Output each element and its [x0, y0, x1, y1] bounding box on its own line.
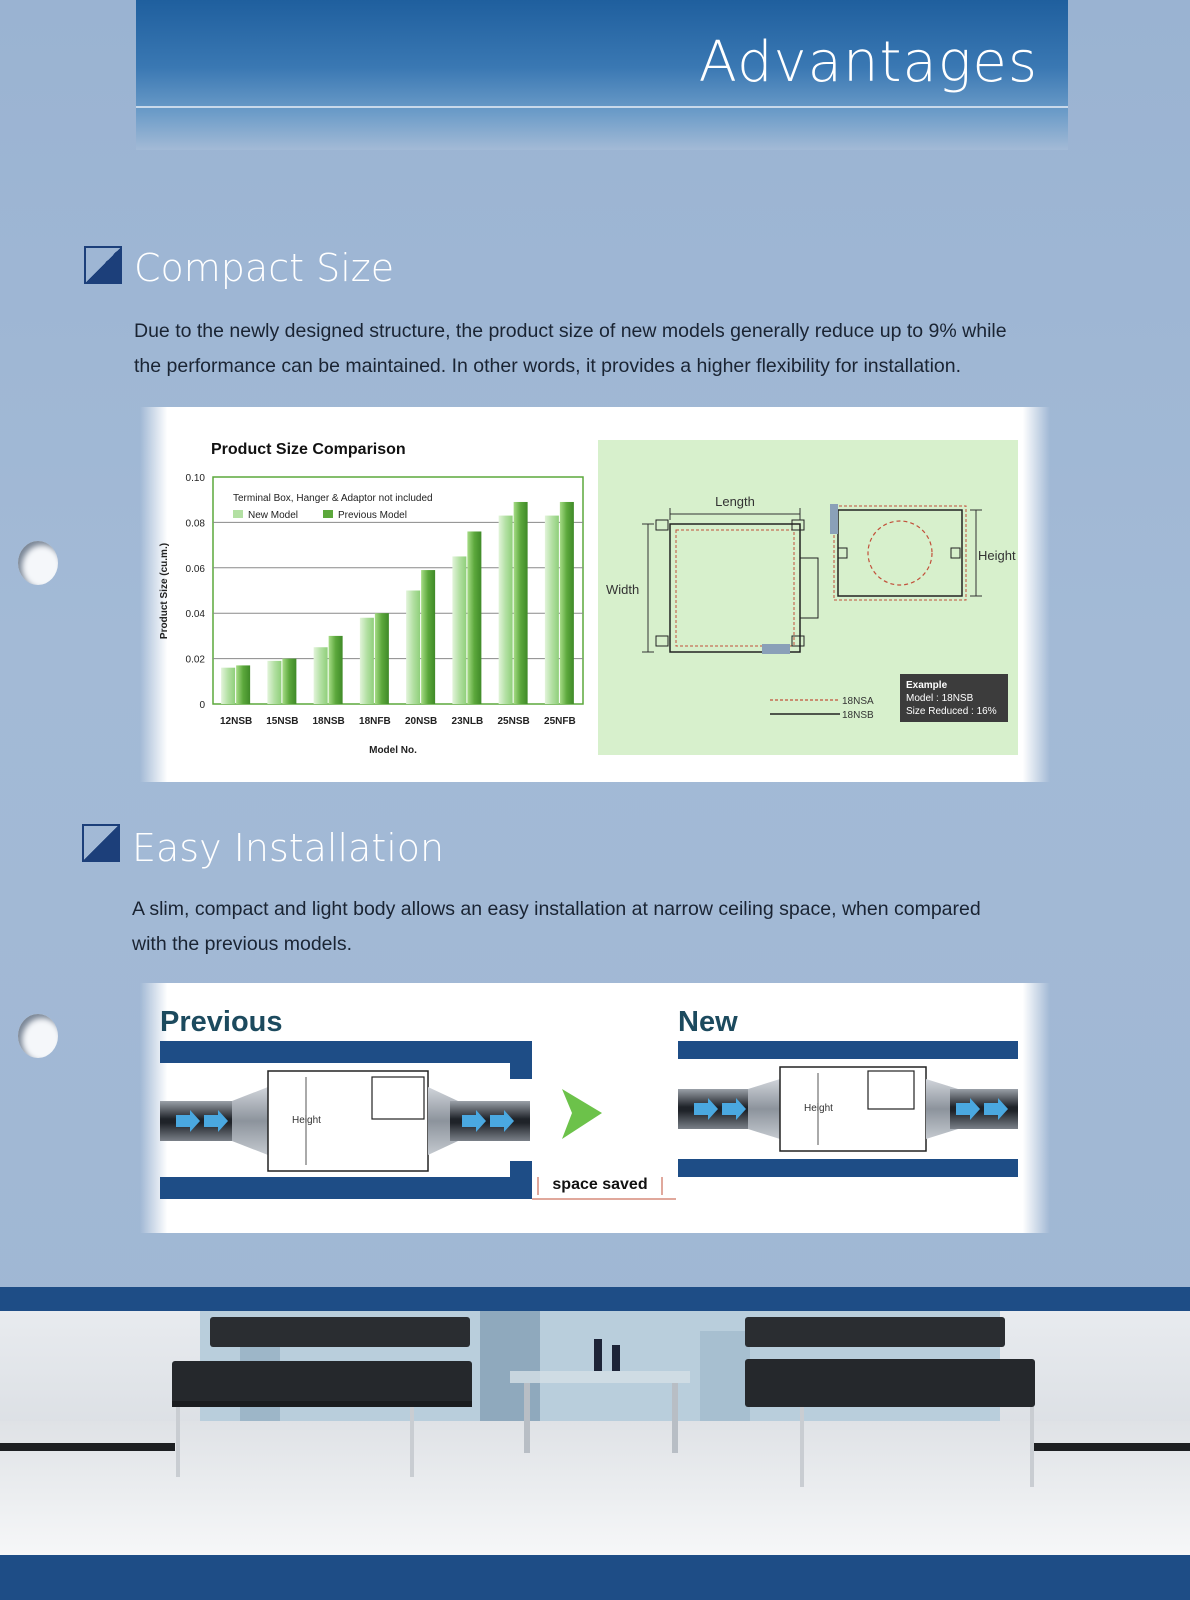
width-label: Width — [606, 582, 640, 597]
product-size-chart — [145, 432, 585, 792]
previous-label: Previous — [160, 1006, 283, 1038]
vase — [594, 1339, 602, 1371]
green-arrow-icon — [562, 1089, 602, 1139]
terminal-box — [762, 644, 790, 654]
legend-swatch-new — [233, 510, 243, 518]
height-label: Height — [978, 548, 1016, 563]
bar-new-18NFB — [360, 618, 374, 704]
y-axis-label: Product Size (cu.m.) — [159, 542, 170, 640]
y-tick-label: 0.10 — [185, 473, 205, 484]
previous-height-label: Height — [292, 1115, 321, 1126]
sofa-back-left — [210, 1317, 470, 1347]
bar-new-25NSB — [499, 516, 513, 704]
compact-size-text — [134, 314, 1007, 384]
x-tick-label: 18NSB — [312, 716, 345, 727]
page-title: Advantages — [698, 30, 1038, 95]
binder-hole-top — [18, 541, 58, 585]
compact-size-title: Compact Size — [134, 246, 395, 290]
easy-installation-text — [132, 892, 981, 962]
y-tick-label: 0.06 — [185, 563, 205, 575]
vase — [612, 1345, 620, 1371]
bar-new-23NLB — [452, 556, 466, 704]
bar-new-20NSB — [406, 591, 420, 705]
length-label: Length — [715, 494, 755, 509]
y-tick-label: 0.02 — [185, 654, 205, 666]
section-marker-icon — [82, 824, 120, 862]
lounge-photo — [0, 1311, 1190, 1555]
x-tick-label: 25NFB — [544, 716, 576, 727]
bar-new-15NSB — [267, 661, 281, 704]
compact-size-panel — [140, 407, 1050, 782]
legend-dashed-label: 18NSA — [842, 696, 874, 707]
front-terminal-box — [830, 504, 838, 534]
y-tick-label: 0 — [199, 700, 205, 711]
bottom-band-bottom — [0, 1555, 1190, 1600]
chart-title: Product Size Comparison — [211, 441, 406, 458]
bar-new-25NFB — [545, 516, 559, 704]
bar-previous-20NSB — [421, 570, 435, 704]
bar-new-18NSB — [314, 647, 328, 704]
example-model: Model : 18NSB — [906, 693, 974, 704]
bar-new-12NSB — [221, 668, 235, 704]
glass-table — [510, 1371, 690, 1383]
bar-previous-18NSB — [329, 636, 343, 704]
header-divider — [136, 106, 1068, 108]
x-tick-label: 20NSB — [405, 716, 438, 727]
section-marker-icon — [84, 246, 122, 284]
easy-installation-title: Easy Installation — [132, 826, 445, 870]
bar-previous-23NLB — [467, 531, 481, 704]
sofa-left — [172, 1361, 472, 1405]
bar-previous-25NFB — [560, 502, 574, 704]
chart-note: Terminal Box, Hanger & Adaptor not included — [233, 493, 433, 504]
bar-previous-12NSB — [236, 665, 250, 704]
bar-previous-15NSB — [282, 659, 296, 704]
sofa-back-right — [745, 1317, 1005, 1347]
x-tick-label: 25NSB — [497, 716, 530, 727]
easy-text-line-1: A slim, compact and light body allows an easy installation at narrow ceiling space, when compared — [132, 898, 981, 920]
sofa-right — [745, 1359, 1035, 1407]
dimension-diagram — [598, 440, 1018, 755]
legend-swatch-previous — [323, 510, 333, 518]
space-saved-label: space saved — [552, 1176, 648, 1193]
legend-label-previous: Previous Model — [338, 510, 407, 521]
new-ceiling-slab — [678, 1041, 1018, 1059]
easy-text-line-2: with the previous models. — [132, 933, 353, 955]
x-tick-label: 12NSB — [220, 716, 253, 727]
binder-hole-bottom — [18, 1014, 58, 1058]
compact-text-line-1: Due to the newly designed structure, the product size of new models generally reduce up to 9% while — [134, 320, 1007, 342]
x-tick-label: 18NFB — [359, 716, 391, 727]
installation-diagram — [140, 983, 1050, 1233]
new-height-label: Height — [804, 1103, 833, 1114]
new-floor-slab — [678, 1159, 1018, 1177]
bar-previous-18NFB — [375, 613, 389, 704]
bottom-band-top — [0, 1287, 1190, 1311]
example-title: Example — [906, 680, 948, 691]
new-label: New — [678, 1006, 738, 1038]
bar-previous-25NSB — [514, 502, 528, 704]
x-axis-label: Model No. — [369, 745, 417, 756]
compact-text-line-2: the performance can be maintained. In other words, it provides a higher flexibility for installation. — [134, 355, 962, 377]
legend-label-new: New Model — [248, 510, 299, 521]
installation-panel — [140, 983, 1050, 1233]
legend-solid-label: 18NSB — [842, 710, 874, 721]
y-tick-label: 0.04 — [185, 609, 205, 621]
example-reduced: Size Reduced : 16% — [906, 706, 997, 717]
y-tick-label: 0.08 — [185, 518, 205, 530]
x-tick-label: 15NSB — [266, 716, 299, 727]
x-tick-label: 23NLB — [451, 716, 484, 727]
